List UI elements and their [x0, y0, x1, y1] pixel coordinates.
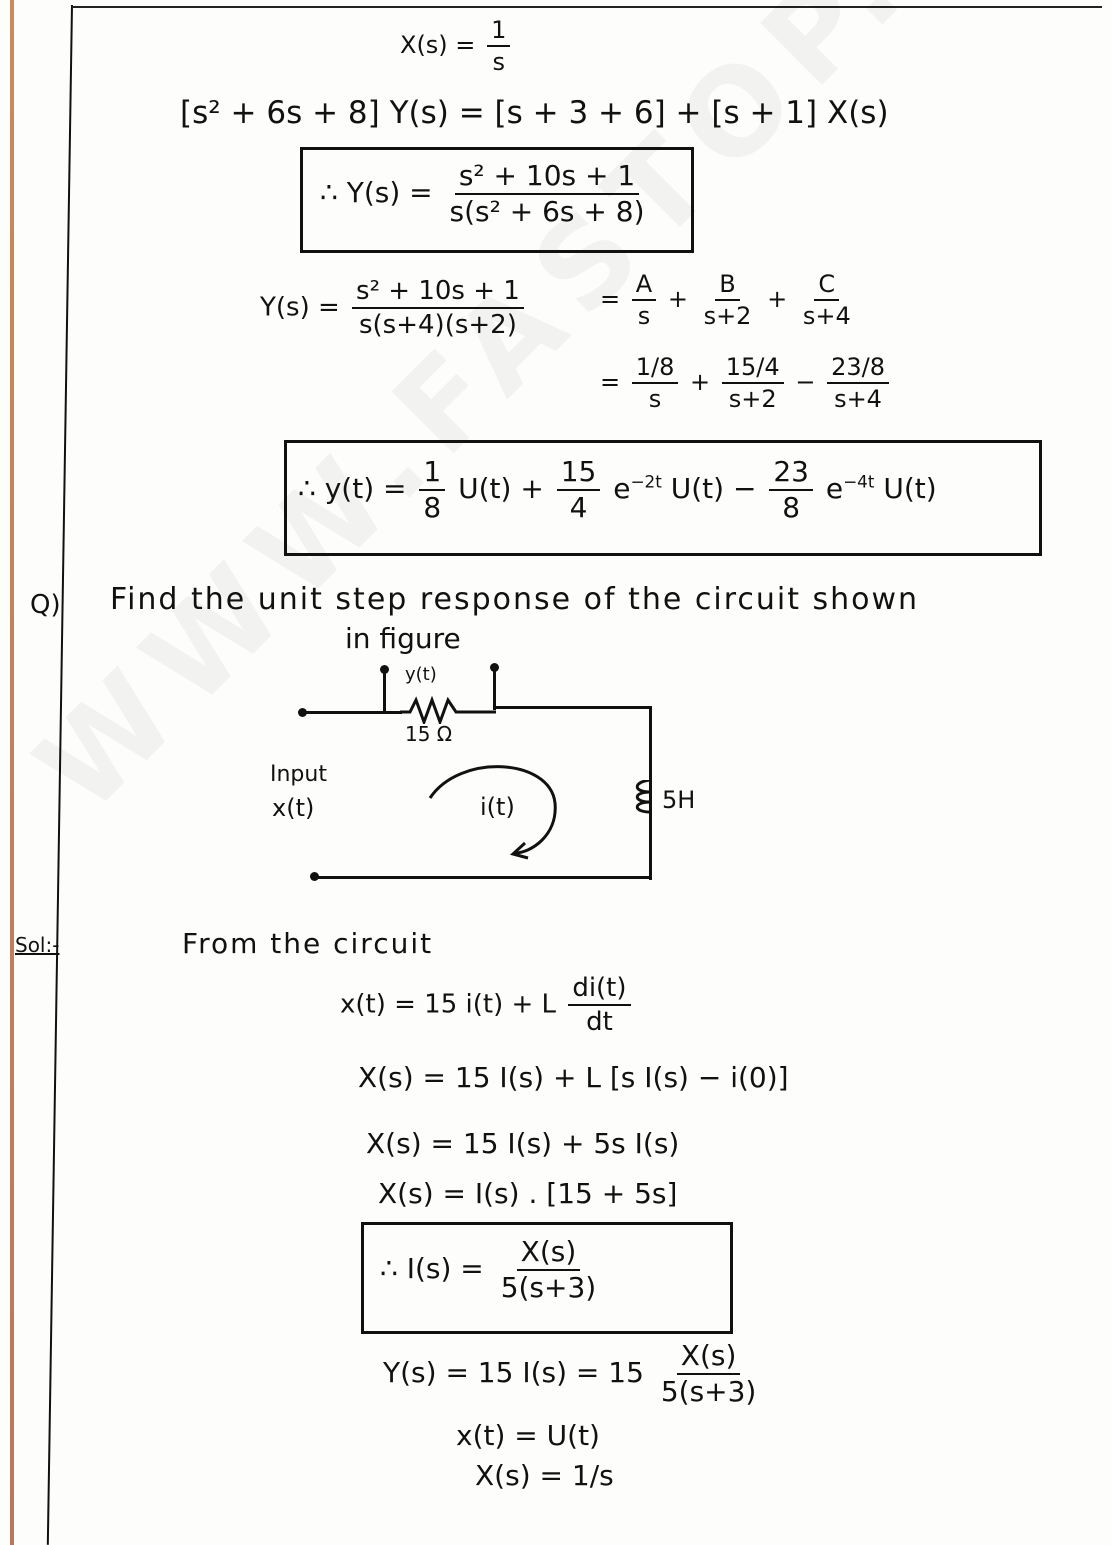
fraction: $\frac{15/4}{s+2}$ [722, 355, 784, 411]
question-text-line2: in figure [345, 622, 461, 655]
output-label: y(t) [405, 664, 437, 685]
partial-fraction-terms-abc: = $\frac{A}{s}$ + $\frac{B}{s+2}$ + $\frac{C}{s+4}$ [600, 272, 859, 328]
fraction: $\frac{23/8}{s+4}$ [827, 355, 889, 411]
input-terminal-bottom [310, 872, 319, 881]
eq-lhs: X(s) = [400, 31, 476, 59]
probe-left [383, 670, 386, 712]
resistor-label: 15 Ω [405, 722, 453, 746]
input-laplace-eq [400, 18, 514, 74]
fraction: $\frac{\text{s² + 10s + 1}}{s(s+4)(s+2)}$ [352, 278, 524, 338]
input-signal-label: x(t) [272, 794, 315, 822]
ys-output-eq: Y(s) = 15 I(s) = 15 $\frac{X(s)}{5(s+3)}$ [383, 1342, 764, 1406]
solution-label: Sol:- [15, 933, 60, 957]
inductor-icon [628, 780, 658, 820]
fraction: $\frac{X(s)}{5(s+3)}$ [500, 1235, 597, 1304]
question-label: Q) [30, 590, 61, 620]
fraction: $\frac{C}{s+4}$ [802, 270, 851, 330]
laplace-line-2: X(s) = 15 I(s) + 5s I(s) [366, 1127, 680, 1160]
fraction: $\frac{A}{s}$ [632, 272, 656, 328]
fraction: $\frac{15}{4}$ [557, 458, 601, 522]
partial-fraction-terms-values: = $\frac{1/8}{s}$ + $\frac{15/4}{s+2}$ − $\frac{23/8}{s+4}$ [600, 355, 893, 411]
transform-equation: [s² + 6s + 8] Y(s) = [s + 3 + 6] + [s + 1] X(s) [180, 95, 889, 131]
fraction: $\frac{1/8}{s}$ [632, 355, 679, 411]
current-label: i(t) [480, 793, 515, 821]
partial-fraction-eq: Y(s) = $\frac{\text{s² + 10s + 1}}{s(s+4)(s+2)}$ [260, 278, 528, 338]
top-rule [72, 6, 1102, 8]
solution-intro: From the circuit [182, 927, 434, 960]
fraction: $\frac{X(s)}{5(s+3)}$ [660, 1339, 757, 1408]
fraction: $\frac{di(t)}{dt}$ [568, 975, 630, 1035]
laplace-line-1: X(s) = 15 I(s) + L [s I(s) − i(0)] [358, 1061, 789, 1094]
laplace-line-3: X(s) = I(s) . [15 + 5s] [378, 1177, 678, 1210]
fraction: $\frac{1}{s}$ [487, 18, 510, 74]
yt-result-eq: ∴ y(t) = $\frac{1}{8}$ U(t) + $\frac{15}{4}$ $e^{-2t}$ U(t) − $\frac{23}{8}$ $e^{-4t}$ U(t) [298, 455, 937, 524]
wire [315, 876, 652, 879]
question-text-line1: Find the unit step response of the circuit shown [110, 582, 920, 617]
wire [302, 711, 402, 714]
step-laplace-eq: X(s) = 1/s [475, 1459, 614, 1492]
fraction: $\frac{\text{s² + 10s + 1}}{\text{s(s² + 6s + 8)}}$ [449, 159, 645, 228]
page-edge [10, 0, 14, 1545]
kvl-equation: x(t) = 15 i(t) + L $\frac{di(t)}{dt}$ [340, 975, 635, 1035]
input-label: Input [270, 762, 327, 787]
probe-right [493, 668, 496, 710]
is-result-eq: ∴ I(s) = $\frac{X(s)}{5(s+3)}$ [380, 1238, 604, 1302]
wire [496, 706, 651, 709]
resistor-icon [400, 694, 496, 724]
fraction: $\frac{B}{s+2}$ [703, 270, 752, 330]
step-input-eq: x(t) = U(t) [456, 1419, 600, 1452]
fraction: $\frac{1}{8}$ [419, 458, 445, 522]
inductor-label: 5H [662, 786, 696, 814]
fraction: $\frac{23}{8}$ [769, 458, 813, 522]
ys-result-eq: ∴ Y(s) = $\frac{\text{s² + 10s + 1}}{\text{s(s² + 6s + 8)}}$ [320, 162, 653, 226]
